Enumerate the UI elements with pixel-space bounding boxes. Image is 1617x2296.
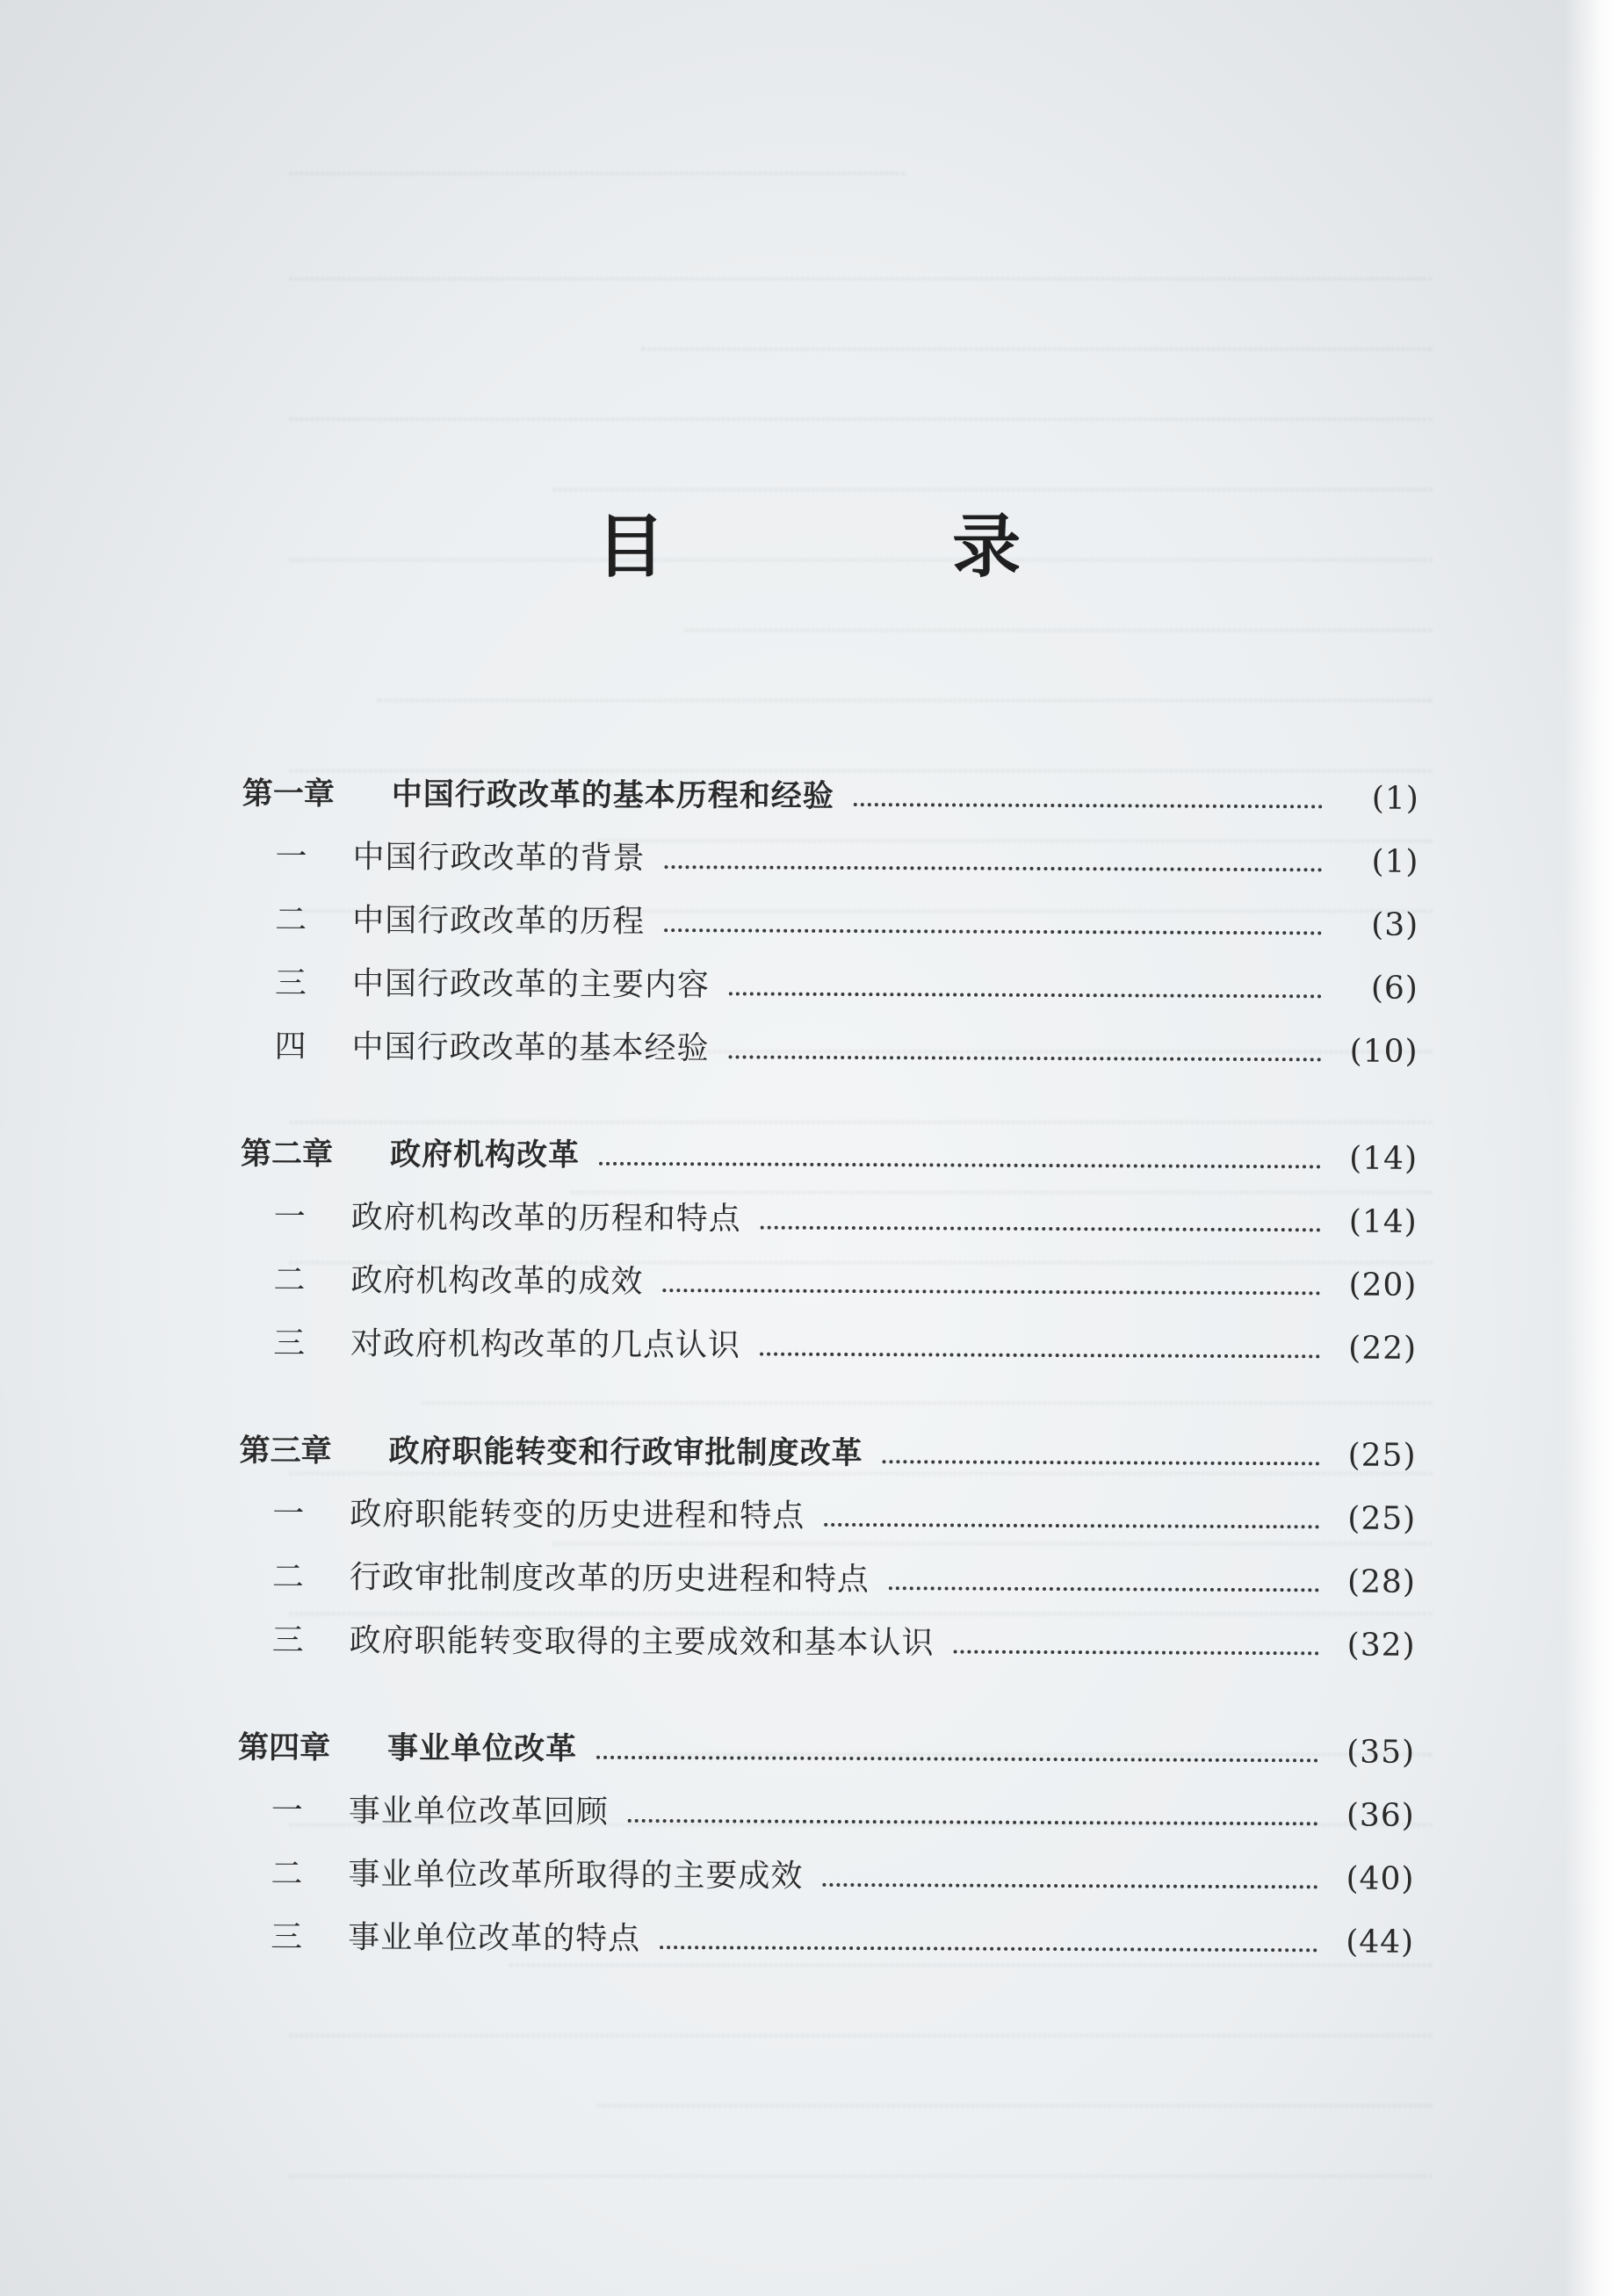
section-number: 二 bbox=[271, 1856, 303, 1893]
page-number: (22) bbox=[1348, 1330, 1418, 1367]
section-entry[interactable] bbox=[240, 1312, 1417, 1381]
section-number: 二 bbox=[273, 1262, 306, 1299]
section-number: 三 bbox=[271, 1919, 303, 1956]
section-title: 中国行政改革的历程 bbox=[352, 902, 646, 941]
dot-leader bbox=[664, 865, 1322, 871]
chapter-entry[interactable] bbox=[242, 762, 1419, 831]
section-title: 政府机构改革的历程和特点 bbox=[350, 1199, 741, 1238]
section-number: 一 bbox=[273, 1199, 306, 1236]
page-edge bbox=[1564, 0, 1617, 2296]
section-entry[interactable] bbox=[238, 1609, 1415, 1678]
dot-leader bbox=[662, 1289, 1320, 1295]
section-entry[interactable] bbox=[240, 1249, 1417, 1318]
page-number: (14) bbox=[1348, 1203, 1418, 1240]
chapter-block bbox=[238, 1419, 1416, 1678]
page-number: (28) bbox=[1346, 1563, 1417, 1600]
chapter-title: 政府职能转变和行政审批制度改革 bbox=[388, 1433, 863, 1472]
page-number: (20) bbox=[1348, 1267, 1418, 1303]
page-number: (3) bbox=[1371, 906, 1419, 943]
page-number: (25) bbox=[1347, 1437, 1417, 1474]
section-entry[interactable] bbox=[242, 889, 1418, 957]
dot-leader bbox=[760, 1353, 1320, 1359]
page-number: (10) bbox=[1349, 1033, 1418, 1070]
chapter-number: 第三章 bbox=[239, 1433, 332, 1469]
section-title: 事业单位改革回顾 bbox=[348, 1793, 609, 1830]
chapter-entry[interactable] bbox=[241, 1123, 1418, 1191]
section-number: 一 bbox=[271, 1793, 303, 1830]
page-number: (40) bbox=[1346, 1860, 1415, 1897]
page-number: (14) bbox=[1349, 1140, 1418, 1177]
dot-leader bbox=[889, 1586, 1319, 1592]
dot-leader bbox=[664, 928, 1322, 935]
section-title: 中国行政改革的主要内容 bbox=[351, 965, 711, 1004]
section-entry[interactable] bbox=[242, 952, 1418, 1021]
chapter-title: 事业单位改革 bbox=[387, 1730, 578, 1767]
dot-leader bbox=[660, 1946, 1317, 1952]
chapter-number: 第一章 bbox=[242, 776, 335, 812]
dot-leader bbox=[761, 1226, 1321, 1232]
toc-title: 目 录 bbox=[596, 508, 1153, 587]
section-number: 二 bbox=[275, 902, 307, 939]
dot-leader bbox=[824, 1523, 1319, 1528]
section-number: 一 bbox=[272, 1496, 305, 1533]
chapter-number: 第二章 bbox=[240, 1136, 334, 1173]
chapter-block bbox=[241, 762, 1419, 1084]
chapter-block bbox=[237, 1716, 1415, 1975]
page-number: (36) bbox=[1346, 1797, 1415, 1834]
dot-leader bbox=[596, 1756, 1318, 1763]
chapter-title: 中国行政改革的基本历程和经验 bbox=[391, 776, 834, 814]
dot-leader bbox=[854, 803, 1323, 808]
dot-leader bbox=[729, 1055, 1322, 1061]
chapter-number: 第四章 bbox=[238, 1729, 331, 1766]
dot-leader bbox=[628, 1819, 1318, 1825]
section-entry[interactable] bbox=[237, 1843, 1414, 1911]
chapter-block bbox=[240, 1123, 1418, 1381]
dot-leader bbox=[599, 1162, 1321, 1169]
section-title: 对政府机构改革的几点认识 bbox=[350, 1325, 741, 1364]
section-entry[interactable] bbox=[238, 1780, 1415, 1848]
dot-leader bbox=[883, 1460, 1320, 1465]
section-title: 政府机构改革的成效 bbox=[350, 1262, 644, 1300]
section-number: 三 bbox=[274, 965, 307, 1002]
section-title: 政府职能转变的历史进程和特点 bbox=[350, 1496, 805, 1534]
section-number: 三 bbox=[273, 1325, 306, 1362]
section-entry[interactable] bbox=[239, 1483, 1416, 1551]
page-number: (6) bbox=[1370, 970, 1418, 1007]
section-entry[interactable] bbox=[241, 1186, 1418, 1254]
chapter-title: 政府机构改革 bbox=[389, 1137, 581, 1173]
page-number: (1) bbox=[1371, 780, 1419, 817]
section-number: 四 bbox=[274, 1029, 307, 1065]
section-entry[interactable] bbox=[242, 826, 1418, 894]
section-entry[interactable] bbox=[239, 1546, 1416, 1614]
section-title: 事业单位改革的特点 bbox=[348, 1919, 641, 1957]
page-number: (25) bbox=[1347, 1500, 1417, 1537]
section-number: 一 bbox=[275, 839, 307, 876]
dot-leader bbox=[822, 1883, 1317, 1888]
section-number: 二 bbox=[271, 1559, 305, 1596]
section-title: 事业单位改革所取得的主要成效 bbox=[348, 1856, 804, 1895]
section-title: 中国行政改革的背景 bbox=[352, 839, 646, 877]
section-title: 中国行政改革的基本经验 bbox=[351, 1029, 710, 1067]
page-number: (35) bbox=[1346, 1734, 1416, 1771]
chapter-entry[interactable] bbox=[239, 1419, 1416, 1488]
page-number: (32) bbox=[1346, 1627, 1416, 1664]
dot-leader bbox=[954, 1650, 1319, 1656]
section-entry[interactable] bbox=[241, 1015, 1418, 1084]
section-title: 政府职能转变取得的主要成效和基本认识 bbox=[349, 1622, 935, 1662]
chapter-entry[interactable] bbox=[238, 1716, 1415, 1785]
page-number: (44) bbox=[1346, 1924, 1415, 1960]
section-title: 行政审批制度改革的历史进程和特点 bbox=[349, 1559, 870, 1599]
section-entry[interactable] bbox=[237, 1906, 1414, 1975]
page-number: (1) bbox=[1371, 843, 1419, 880]
section-number: 三 bbox=[271, 1622, 304, 1659]
table-of-contents bbox=[237, 762, 1419, 2018]
dot-leader bbox=[729, 992, 1322, 998]
